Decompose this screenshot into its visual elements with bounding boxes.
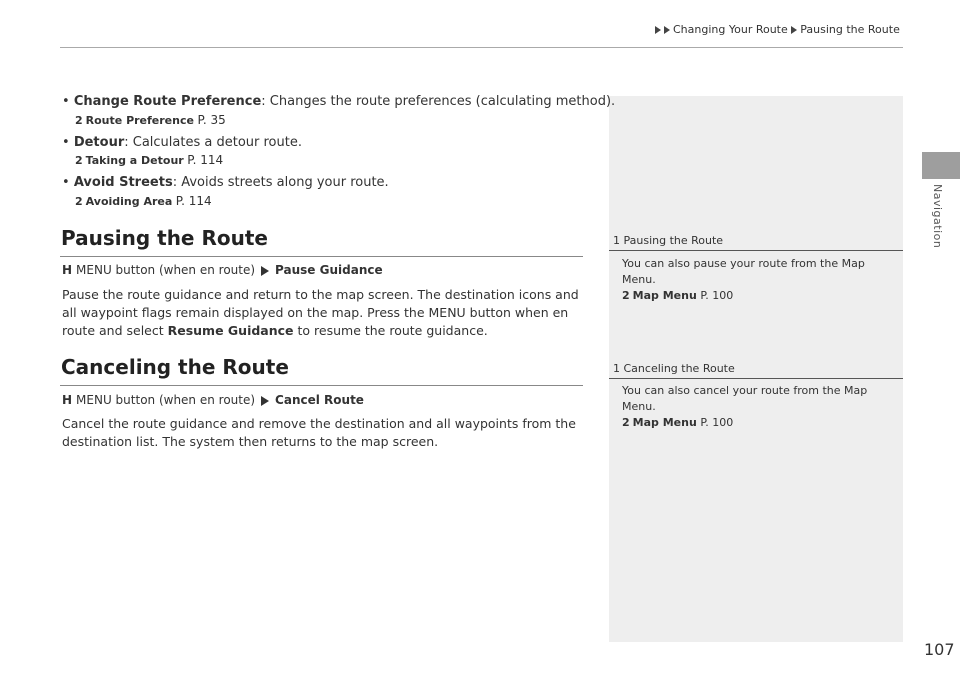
section-divider bbox=[60, 385, 583, 386]
note-xref[interactable] bbox=[622, 288, 887, 304]
menu-path-canceling bbox=[62, 393, 364, 407]
note-text: You can also cancel your route from the Map Menu. bbox=[622, 384, 868, 413]
menu-button-icon: H bbox=[62, 263, 73, 277]
section-divider bbox=[60, 256, 583, 257]
xref-page: P. 114 bbox=[187, 153, 224, 167]
xref-page: P. 35 bbox=[197, 113, 226, 127]
xref-avoiding-area[interactable] bbox=[75, 194, 212, 208]
navigation-tab-label: Navigation bbox=[931, 184, 944, 249]
breadcrumb-item-pausing-route[interactable]: Pausing the Route bbox=[800, 23, 900, 36]
note-divider bbox=[609, 250, 903, 251]
note-marker-icon: 1 bbox=[613, 234, 620, 247]
note-title-text: Pausing the Route bbox=[623, 234, 724, 247]
body-text: Pause the route guidance and return to the map screen. The destination icons and all waypoint flags remain displayed on the map. Press the MENU button when en route and select bbox=[62, 287, 579, 338]
body-text: to resume the route guidance. bbox=[293, 323, 488, 338]
triangle-right-icon bbox=[261, 396, 269, 406]
bullet-desc: : Changes the route preferences (calculating method). bbox=[261, 94, 616, 109]
xref-label[interactable]: Taking a Detour bbox=[85, 154, 184, 167]
bullet-term: Detour bbox=[73, 135, 125, 150]
page-number: 107 bbox=[924, 640, 955, 659]
note-title-text: Canceling the Route bbox=[623, 362, 735, 375]
menu-path-target: Pause Guidance bbox=[275, 263, 383, 277]
menu-button-icon: H bbox=[62, 393, 73, 407]
breadcrumb-item-changing-route[interactable]: Changing Your Route bbox=[673, 23, 788, 36]
xref-route-preference[interactable] bbox=[75, 113, 226, 127]
bullet-detour: • Detour: Calculates a detour route. bbox=[62, 135, 302, 150]
xref-page: P. 100 bbox=[700, 289, 734, 302]
menu-path-target: Cancel Route bbox=[275, 393, 364, 407]
section-body-pausing bbox=[62, 286, 584, 340]
section-title-canceling: Canceling the Route bbox=[61, 355, 289, 379]
xref-icon: 2 bbox=[75, 154, 83, 167]
breadcrumb bbox=[655, 23, 900, 36]
bullet-change-route-preference: • Change Route Preference: Changes the route preferences (calculating method). bbox=[62, 94, 616, 109]
xref-page: P. 114 bbox=[175, 194, 212, 208]
xref-label[interactable]: Avoiding Area bbox=[85, 195, 173, 208]
note-divider bbox=[609, 378, 903, 379]
xref-label[interactable]: Map Menu bbox=[632, 289, 697, 302]
note-body-canceling bbox=[622, 383, 887, 431]
bullet-term: Change Route Preference bbox=[73, 94, 262, 109]
note-xref[interactable] bbox=[622, 415, 887, 431]
section-body-canceling: Cancel the route guidance and remove the destination and all waypoints from the destination list. The system then returns to the map screen. bbox=[62, 416, 576, 449]
body-bold-term: Resume Guidance bbox=[167, 323, 294, 338]
xref-icon: 2 bbox=[622, 289, 630, 302]
note-title-canceling bbox=[613, 362, 735, 375]
menu-path-prefix: MENU button (when en route) bbox=[76, 393, 256, 407]
header-divider bbox=[60, 47, 903, 48]
xref-page: P. 100 bbox=[700, 416, 734, 429]
triangle-right-icon bbox=[791, 26, 797, 34]
bullet-desc: : Calculates a detour route. bbox=[124, 135, 302, 150]
bullet-term: Avoid Streets bbox=[73, 175, 173, 190]
section-title-pausing: Pausing the Route bbox=[61, 226, 268, 250]
bullet-desc: : Avoids streets along your route. bbox=[172, 175, 389, 190]
triangle-right-icon bbox=[664, 26, 670, 34]
note-text: You can also pause your route from the Map Menu. bbox=[622, 257, 865, 286]
xref-icon: 2 bbox=[622, 416, 630, 429]
xref-icon: 2 bbox=[75, 114, 83, 127]
xref-taking-detour[interactable] bbox=[75, 153, 223, 167]
menu-path-prefix: MENU button (when en route) bbox=[76, 263, 256, 277]
xref-label[interactable]: Route Preference bbox=[85, 114, 194, 127]
note-body-pausing bbox=[622, 256, 887, 304]
triangle-right-icon bbox=[655, 26, 661, 34]
xref-icon: 2 bbox=[75, 195, 83, 208]
triangle-right-icon bbox=[261, 266, 269, 276]
note-title-pausing bbox=[613, 234, 723, 247]
navigation-tab-marker bbox=[922, 152, 960, 179]
bullet-avoid-streets: • Avoid Streets: Avoids streets along your route. bbox=[62, 175, 389, 190]
xref-label[interactable]: Map Menu bbox=[632, 416, 697, 429]
note-marker-icon: 1 bbox=[613, 362, 620, 375]
menu-path-pausing bbox=[62, 263, 383, 277]
